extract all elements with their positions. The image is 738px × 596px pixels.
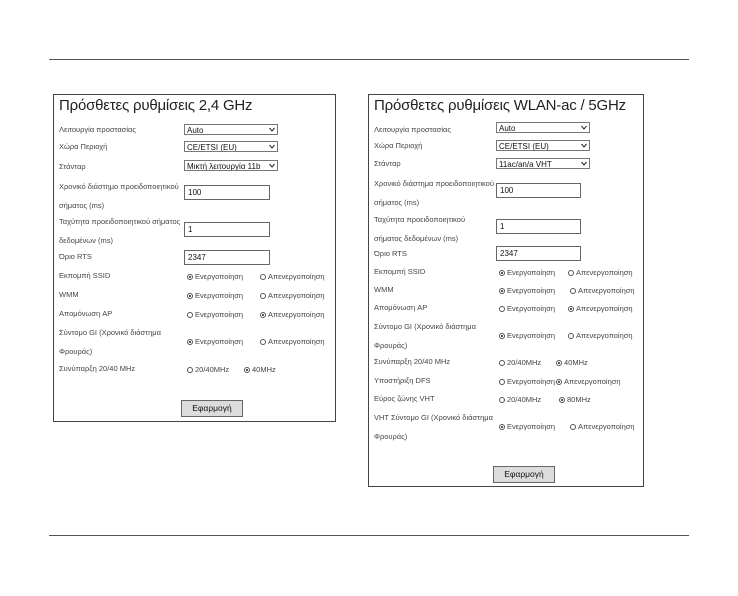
option-label: Ενεργοποίηση: [507, 286, 556, 295]
protection-mode-label: Λειτουργία προστασίας: [59, 125, 136, 134]
vht-short-gi-label: VHT Σύντομο GI (Χρονικό διάστημα Φρουράς): [374, 413, 493, 441]
option-label: Απενεργοποίηση: [268, 291, 325, 300]
protection-mode-select[interactable]: [496, 122, 590, 133]
vht-short-gi-disable[interactable]: [570, 422, 635, 431]
panel-title: Πρόσθετες ρυθμίσεις 2,4 GHz: [59, 97, 253, 114]
dtim-rate-input[interactable]: 1: [496, 219, 581, 234]
radio-icon: [556, 360, 562, 366]
option-label: Ενεργοποίηση: [195, 337, 244, 346]
option-label: Ενεργοποίηση: [195, 291, 244, 300]
option-label: Απενεργοποίηση: [576, 268, 633, 277]
region-select[interactable]: [184, 141, 278, 152]
option-label: Ενεργοποίηση: [507, 377, 556, 386]
dfs-support-enable[interactable]: [499, 377, 555, 386]
short-gi-label: Σύντομο GI (Χρονικό διάστημα Φρουράς): [59, 328, 161, 356]
radio-icon: [260, 274, 266, 280]
bottom-divider: [49, 535, 689, 536]
beacon-interval-input[interactable]: 100: [184, 185, 270, 200]
option-label: 20/40MHz: [195, 365, 230, 374]
radio-icon: [187, 293, 193, 299]
coexistence-label: Συνύπαρξη 20/40 MHz: [59, 364, 136, 373]
coexistence-40mhz[interactable]: [556, 358, 588, 367]
radio-icon: [568, 306, 574, 312]
dtim-rate-input[interactable]: 1: [184, 222, 270, 237]
short-gi-enable[interactable]: [187, 337, 243, 346]
radio-icon: [187, 339, 193, 345]
vht-bandwidth-20-40mhz[interactable]: [499, 395, 541, 404]
top-divider: [49, 59, 689, 60]
apply-button[interactable]: Εφαρμογή: [493, 466, 555, 483]
chevron-down-icon: [269, 163, 275, 168]
radio-icon: [187, 367, 193, 373]
radio-icon: [187, 312, 193, 318]
radio-icon: [260, 312, 266, 318]
option-label: Απενεργοποίηση: [578, 286, 635, 295]
radio-icon: [187, 274, 193, 280]
radio-icon: [568, 270, 574, 276]
panel-title: Πρόσθετες ρυθμίσεις WLAN-ac / 5GHz: [374, 97, 626, 114]
standard-select[interactable]: [496, 158, 590, 169]
ssid-broadcast-disable[interactable]: [568, 268, 633, 277]
wmm-label: WMM: [59, 290, 79, 299]
radio-icon: [559, 397, 565, 403]
radio-icon: [499, 306, 505, 312]
radio-icon: [499, 270, 505, 276]
vht-short-gi-enable[interactable]: [499, 422, 555, 431]
radio-icon: [499, 424, 505, 430]
ssid-broadcast-disable[interactable]: [260, 272, 325, 281]
short-gi-disable[interactable]: [568, 331, 633, 340]
ssid-broadcast-enable[interactable]: [499, 268, 555, 277]
option-label: Ενεργοποίηση: [195, 272, 244, 281]
ssid-broadcast-label: Εκπομπή SSID: [374, 267, 426, 276]
option-label: Ενεργοποίηση: [507, 268, 556, 277]
protection-mode-label: Λειτουργία προστασίας: [374, 125, 451, 134]
radio-icon: [244, 367, 250, 373]
vht-bandwidth-label: Εύρος ζώνης VHT: [374, 394, 435, 403]
dtim-rate-label: Ταχύτητα προειδοποιητικού σήματος δεδομένων (ms): [374, 215, 466, 243]
option-label: Ενεργοποίηση: [507, 304, 556, 313]
chevron-down-icon: [581, 125, 587, 130]
protection-mode-select[interactable]: [184, 124, 278, 135]
option-label: Απενεργοποίηση: [268, 310, 325, 319]
rts-threshold-label: Όριο RTS: [59, 252, 92, 261]
radio-icon: [499, 288, 505, 294]
rts-threshold-input[interactable]: 2347: [184, 250, 270, 265]
chevron-down-icon: [581, 161, 587, 166]
option-label: Απενεργοποίηση: [576, 304, 633, 313]
option-label: Απενεργοποίηση: [578, 422, 635, 431]
rts-threshold-label: Όριο RTS: [374, 249, 407, 258]
radio-icon: [260, 293, 266, 299]
chevron-down-icon: [581, 143, 587, 148]
short-gi-enable[interactable]: [499, 331, 555, 340]
dfs-support-disable[interactable]: [556, 377, 621, 386]
short-gi-disable[interactable]: [260, 337, 325, 346]
region-value: CE/ETSI (EU): [187, 143, 237, 152]
radio-icon: [556, 379, 562, 385]
wmm-enable[interactable]: [187, 291, 243, 300]
settings-panel-5ghz: [368, 94, 644, 487]
protection-mode-value: Auto: [187, 126, 204, 135]
option-label: 20/40MHz: [507, 395, 542, 404]
wmm-disable[interactable]: [570, 286, 635, 295]
radio-icon: [499, 333, 505, 339]
option-label: Απενεργοποίηση: [268, 337, 325, 346]
wmm-label: WMM: [374, 285, 394, 294]
standard-label: Στάνταρ: [374, 159, 401, 168]
option-label: 40MHz: [252, 365, 276, 374]
ssid-broadcast-label: Εκπομπή SSID: [59, 271, 111, 280]
ap-isolation-label: Απομόνωση AP: [59, 309, 113, 318]
ssid-broadcast-enable[interactable]: [187, 272, 243, 281]
ap-isolation-disable[interactable]: [260, 310, 325, 319]
standard-label: Στάνταρ: [59, 162, 86, 171]
chevron-down-icon: [269, 127, 275, 132]
chevron-down-icon: [269, 144, 275, 149]
radio-icon: [499, 379, 505, 385]
ap-isolation-disable[interactable]: [568, 304, 633, 313]
coexistence-label: Συνύπαρξη 20/40 MHz: [374, 357, 451, 366]
region-label: Χώρα Περιοχή: [59, 142, 108, 151]
dtim-rate-label: Ταχύτητα προειδοποιητικού σήματος δεδομένων (ms): [59, 217, 181, 245]
option-label: Ενεργοποίηση: [507, 422, 556, 431]
option-label: 80MHz: [567, 395, 591, 404]
region-label: Χώρα Περιοχή: [374, 141, 423, 150]
beacon-interval-label: Χρονικό διάστημο προειδοποιητικού σήματος (ms): [59, 182, 179, 210]
coexistence-20-40mhz[interactable]: [499, 358, 541, 367]
protection-mode-value: Auto: [499, 124, 516, 133]
region-select[interactable]: [496, 140, 590, 151]
dfs-support-label: Υποστήριξη DFS: [374, 376, 431, 385]
option-label: Απενεργοποίηση: [564, 377, 621, 386]
ap-isolation-enable[interactable]: [187, 310, 243, 319]
option-label: Ενεργοποίηση: [195, 310, 244, 319]
short-gi-label: Σύντομο GI (Χρονικό διάστημα Φρουράς): [374, 322, 476, 350]
standard-value: 11ac/an/a VHT: [499, 160, 552, 169]
ap-isolation-label: Απομόνωση AP: [374, 303, 428, 312]
radio-icon: [260, 339, 266, 345]
rts-threshold-input[interactable]: 2347: [496, 246, 581, 261]
option-label: Απενεργοποίηση: [576, 331, 633, 340]
coexistence-20-40mhz[interactable]: [187, 365, 229, 374]
beacon-interval-input[interactable]: 100: [496, 183, 581, 198]
vht-bandwidth-80mhz[interactable]: [559, 395, 591, 404]
radio-icon: [570, 288, 576, 294]
standard-value: Μικτή λειτουργία 11b: [187, 162, 261, 171]
option-label: Ενεργοποίηση: [507, 331, 556, 340]
region-value: CE/ETSI (EU): [499, 142, 549, 151]
standard-select[interactable]: [184, 160, 278, 171]
radio-icon: [570, 424, 576, 430]
radio-icon: [499, 397, 505, 403]
option-label: 40MHz: [564, 358, 588, 367]
radio-icon: [568, 333, 574, 339]
coexistence-40mhz[interactable]: [244, 365, 276, 374]
option-label: 20/40MHz: [507, 358, 542, 367]
radio-icon: [499, 360, 505, 366]
apply-button[interactable]: Εφαρμογή: [181, 400, 243, 417]
settings-panel-2-4ghz: [53, 94, 336, 422]
wmm-enable[interactable]: [499, 286, 555, 295]
beacon-interval-label: Χρονικό διάστημα προειδοποιητικού σήματος (ms): [374, 179, 494, 207]
ap-isolation-enable[interactable]: [499, 304, 555, 313]
wmm-disable[interactable]: [260, 291, 325, 300]
option-label: Απενεργοποίηση: [268, 272, 325, 281]
